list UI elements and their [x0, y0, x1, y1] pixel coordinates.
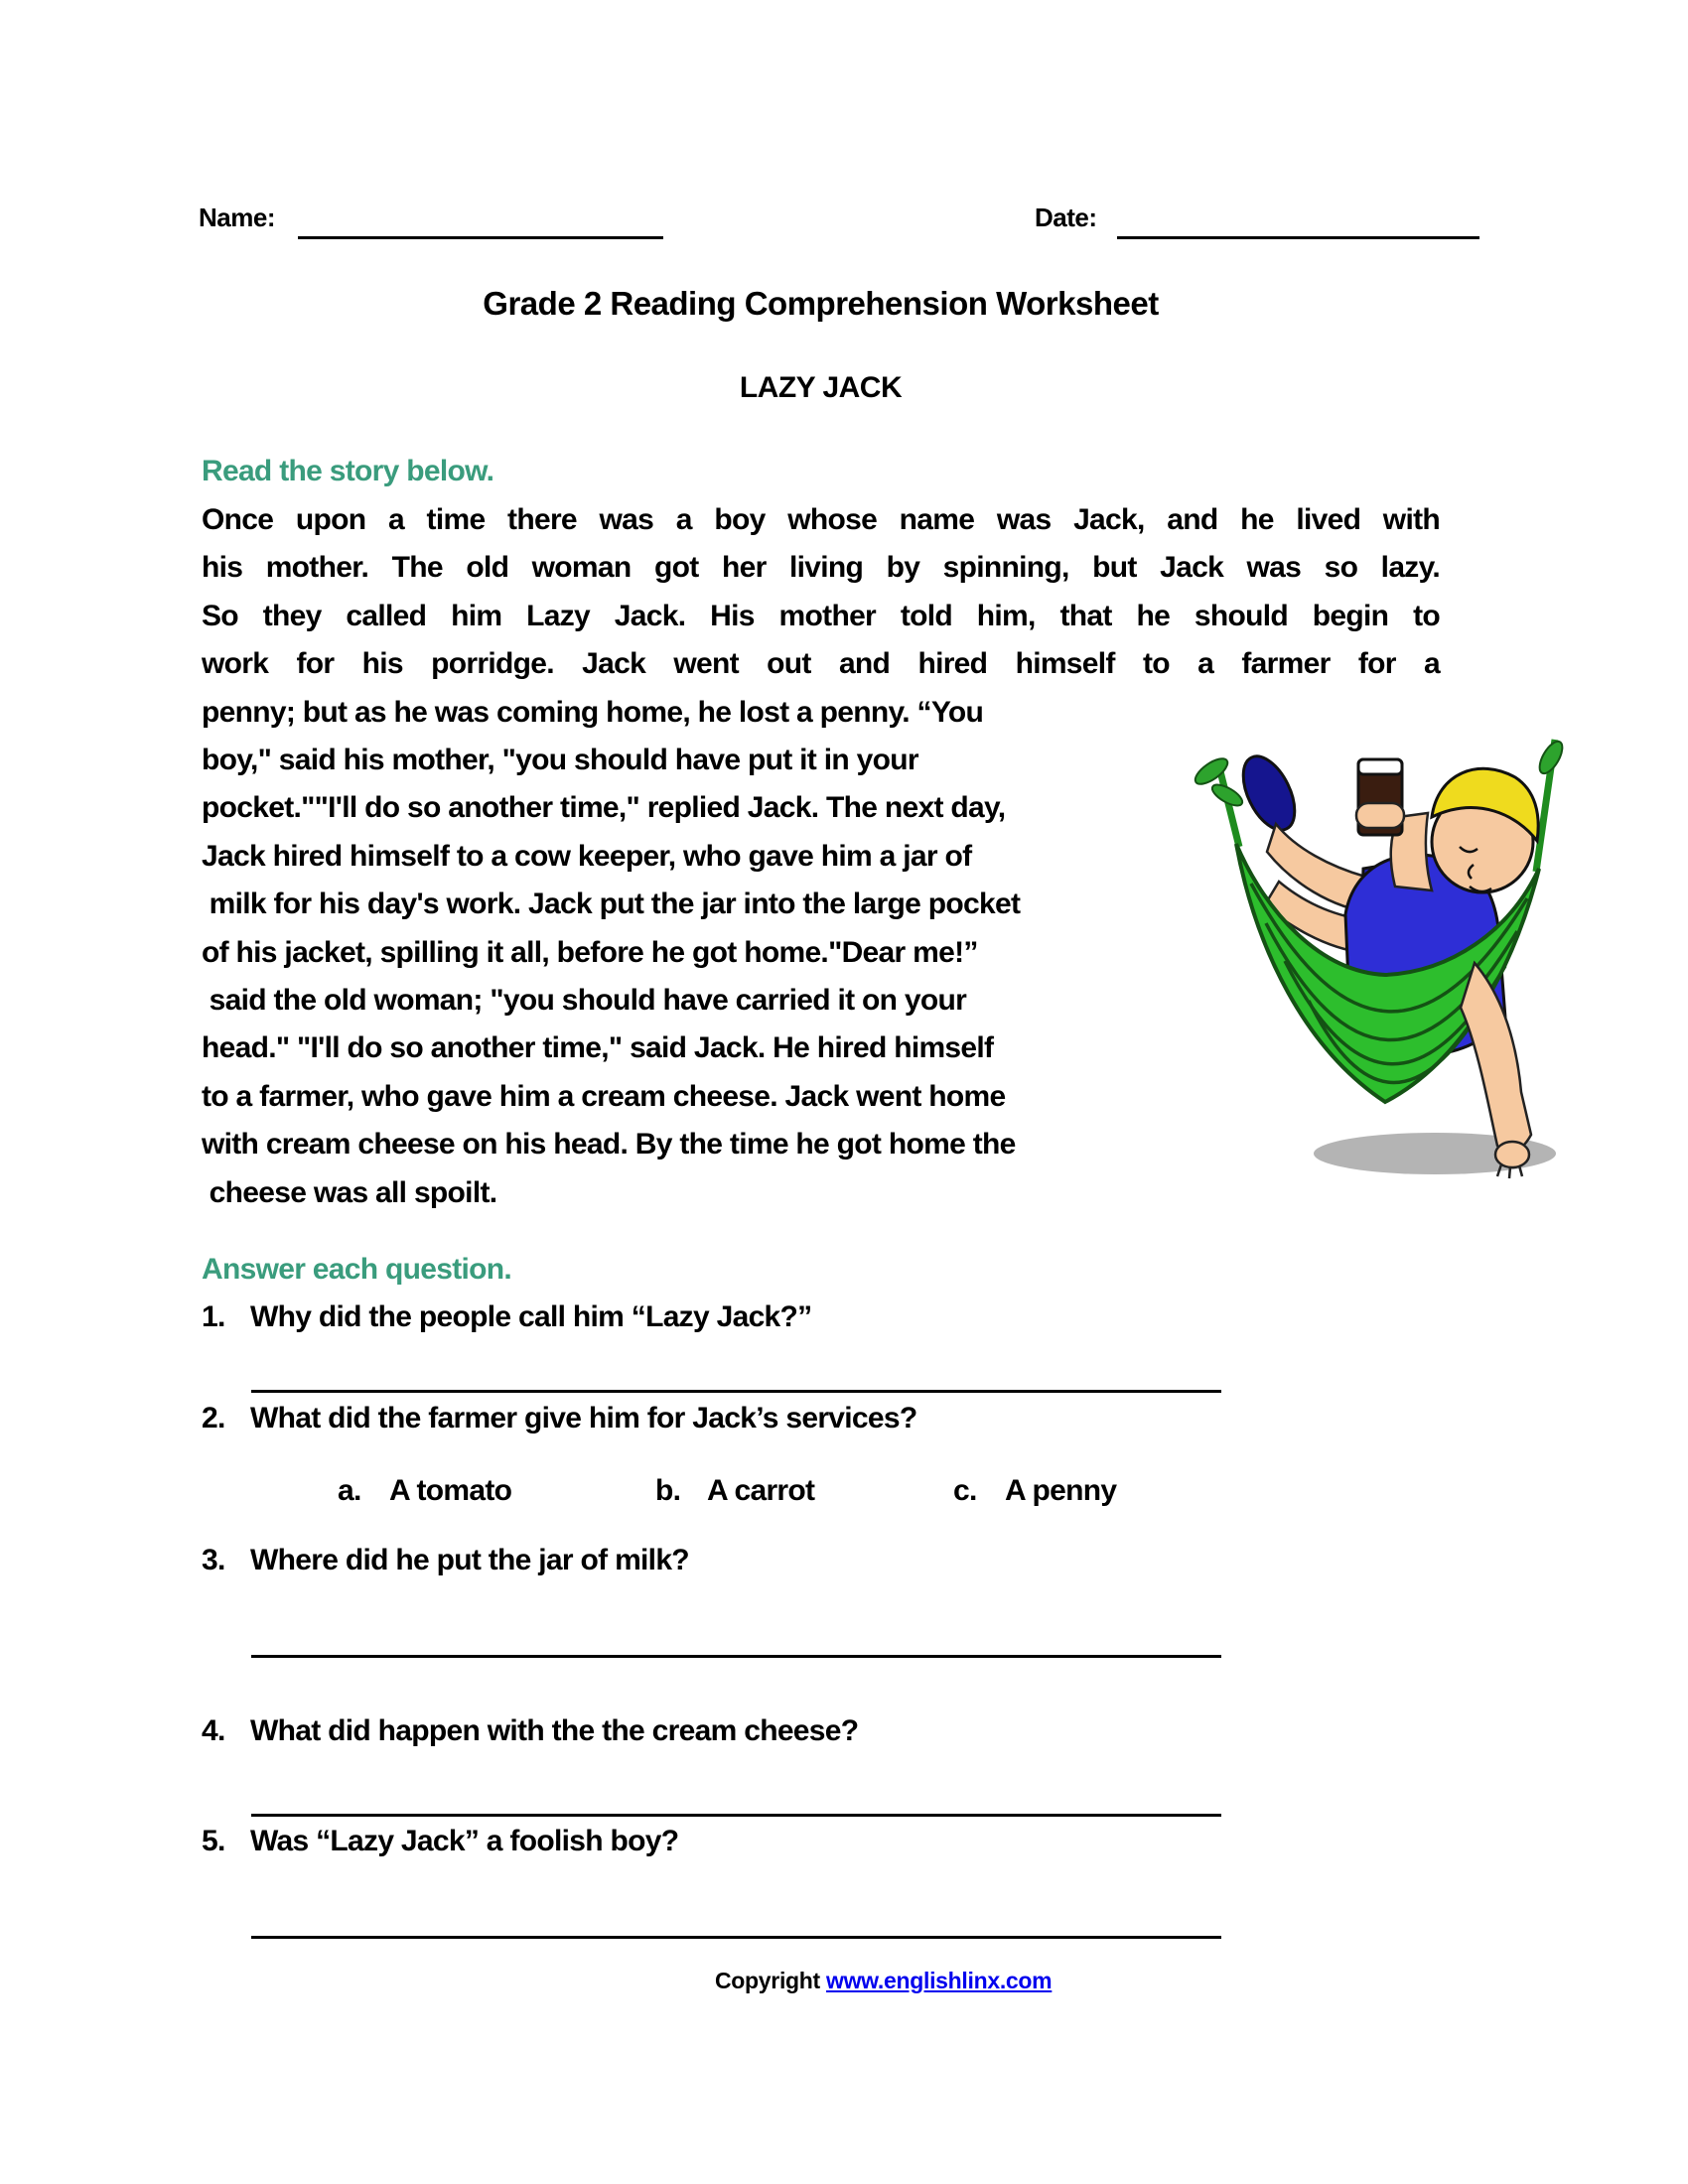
answer-line-1[interactable] — [251, 1360, 1221, 1393]
choice-c-text[interactable]: A penny — [1005, 1474, 1117, 1507]
left-rope — [1219, 767, 1239, 847]
story-title: LAZY JACK — [739, 371, 903, 404]
name-input-line[interactable] — [298, 206, 663, 239]
question-number: 1. — [202, 1300, 225, 1333]
footer — [715, 1968, 1052, 1994]
story-line: said the old woman; "you should have carried it on your — [202, 984, 967, 1018]
hand — [1495, 1142, 1529, 1178]
choice-letter: c. — [953, 1474, 977, 1507]
question-text: What did the farmer give him for Jack’s services? — [250, 1402, 917, 1434]
question-text: Was “Lazy Jack” a foolish boy? — [250, 1825, 679, 1857]
boy-head — [1432, 768, 1538, 892]
choice-b[interactable] — [655, 1474, 680, 1508]
story-line: penny; but as he was coming home, he lost a penny. “You — [202, 695, 984, 729]
question-number: 2. — [202, 1402, 225, 1434]
question-number: 4. — [202, 1714, 225, 1747]
choice-b-text[interactable]: A carrot — [707, 1474, 815, 1507]
story-line: with cream cheese on his head. By the time he got home the — [202, 1128, 1016, 1161]
story-line: milk for his day's work. Jack put the jar into the large pocket — [202, 887, 1021, 921]
choice-c[interactable] — [953, 1474, 977, 1508]
question-text: What did happen with the the cream cheese? — [250, 1714, 859, 1747]
question-4 — [202, 1714, 858, 1748]
story-line: Once upon a time there was a boy whose name was Jack, and he lived with — [202, 503, 1440, 536]
story-line: head." "I'll do so another time," said Jack. He hired himself — [202, 1031, 994, 1065]
story-line: cheese was all spoilt. — [202, 1175, 497, 1209]
question-number: 3. — [202, 1544, 225, 1576]
story-line: boy," said his mother, "you should have put it in your — [202, 744, 918, 777]
copyright-link[interactable]: www.englishlinx.com — [826, 1968, 1053, 1993]
question-2 — [202, 1402, 917, 1435]
choice-letter: b. — [655, 1474, 681, 1507]
story-line: Jack hired himself to a cow keeper, who gave him a jar of — [202, 839, 972, 873]
page-title: Grade 2 Reading Comprehension Worksheet — [483, 285, 1159, 322]
answer-line-3[interactable] — [251, 1625, 1221, 1658]
hammock-illustration — [1182, 720, 1569, 1181]
drink-glass — [1356, 759, 1404, 835]
question-text: Where did he put the jar of milk? — [250, 1544, 689, 1576]
choice-a[interactable] — [338, 1474, 361, 1508]
date-input-line[interactable] — [1117, 206, 1479, 239]
story-line: pocket.""I'll do so another time," replied Jack. The next day, — [202, 791, 1006, 825]
question-5 — [202, 1825, 678, 1858]
story-line: his mother. The old woman got her living by spinning, but Jack was so lazy. — [202, 551, 1440, 585]
answer-line-5[interactable] — [251, 1906, 1221, 1939]
story-line: work for his porridge. Jack went out and hired himself to a farmer for a — [202, 647, 1440, 681]
shoe — [1233, 749, 1306, 838]
question-3 — [202, 1544, 689, 1577]
story-line: So they called him Lazy Jack. His mother told him, that he should begin to — [202, 599, 1440, 632]
question-number: 5. — [202, 1825, 225, 1857]
story-line: to a farmer, who gave him a cream cheese. Jack went home — [202, 1079, 1006, 1113]
name-label: Name: — [199, 203, 275, 232]
question-text: Why did the people call him “Lazy Jack?” — [250, 1300, 812, 1333]
question-1 — [202, 1300, 811, 1334]
copyright-label: Copyright — [715, 1968, 820, 1993]
choice-letter: a. — [338, 1474, 361, 1507]
answer-line-4[interactable] — [251, 1784, 1221, 1817]
date-label: Date: — [1035, 203, 1097, 232]
answer-questions-heading: Answer each question. — [202, 1253, 512, 1286]
story-line: of his jacket, spilling it all, before he got home."Dear me!” — [202, 935, 978, 969]
choice-a-text[interactable]: A tomato — [389, 1474, 512, 1507]
read-story-heading: Read the story below. — [202, 455, 494, 487]
